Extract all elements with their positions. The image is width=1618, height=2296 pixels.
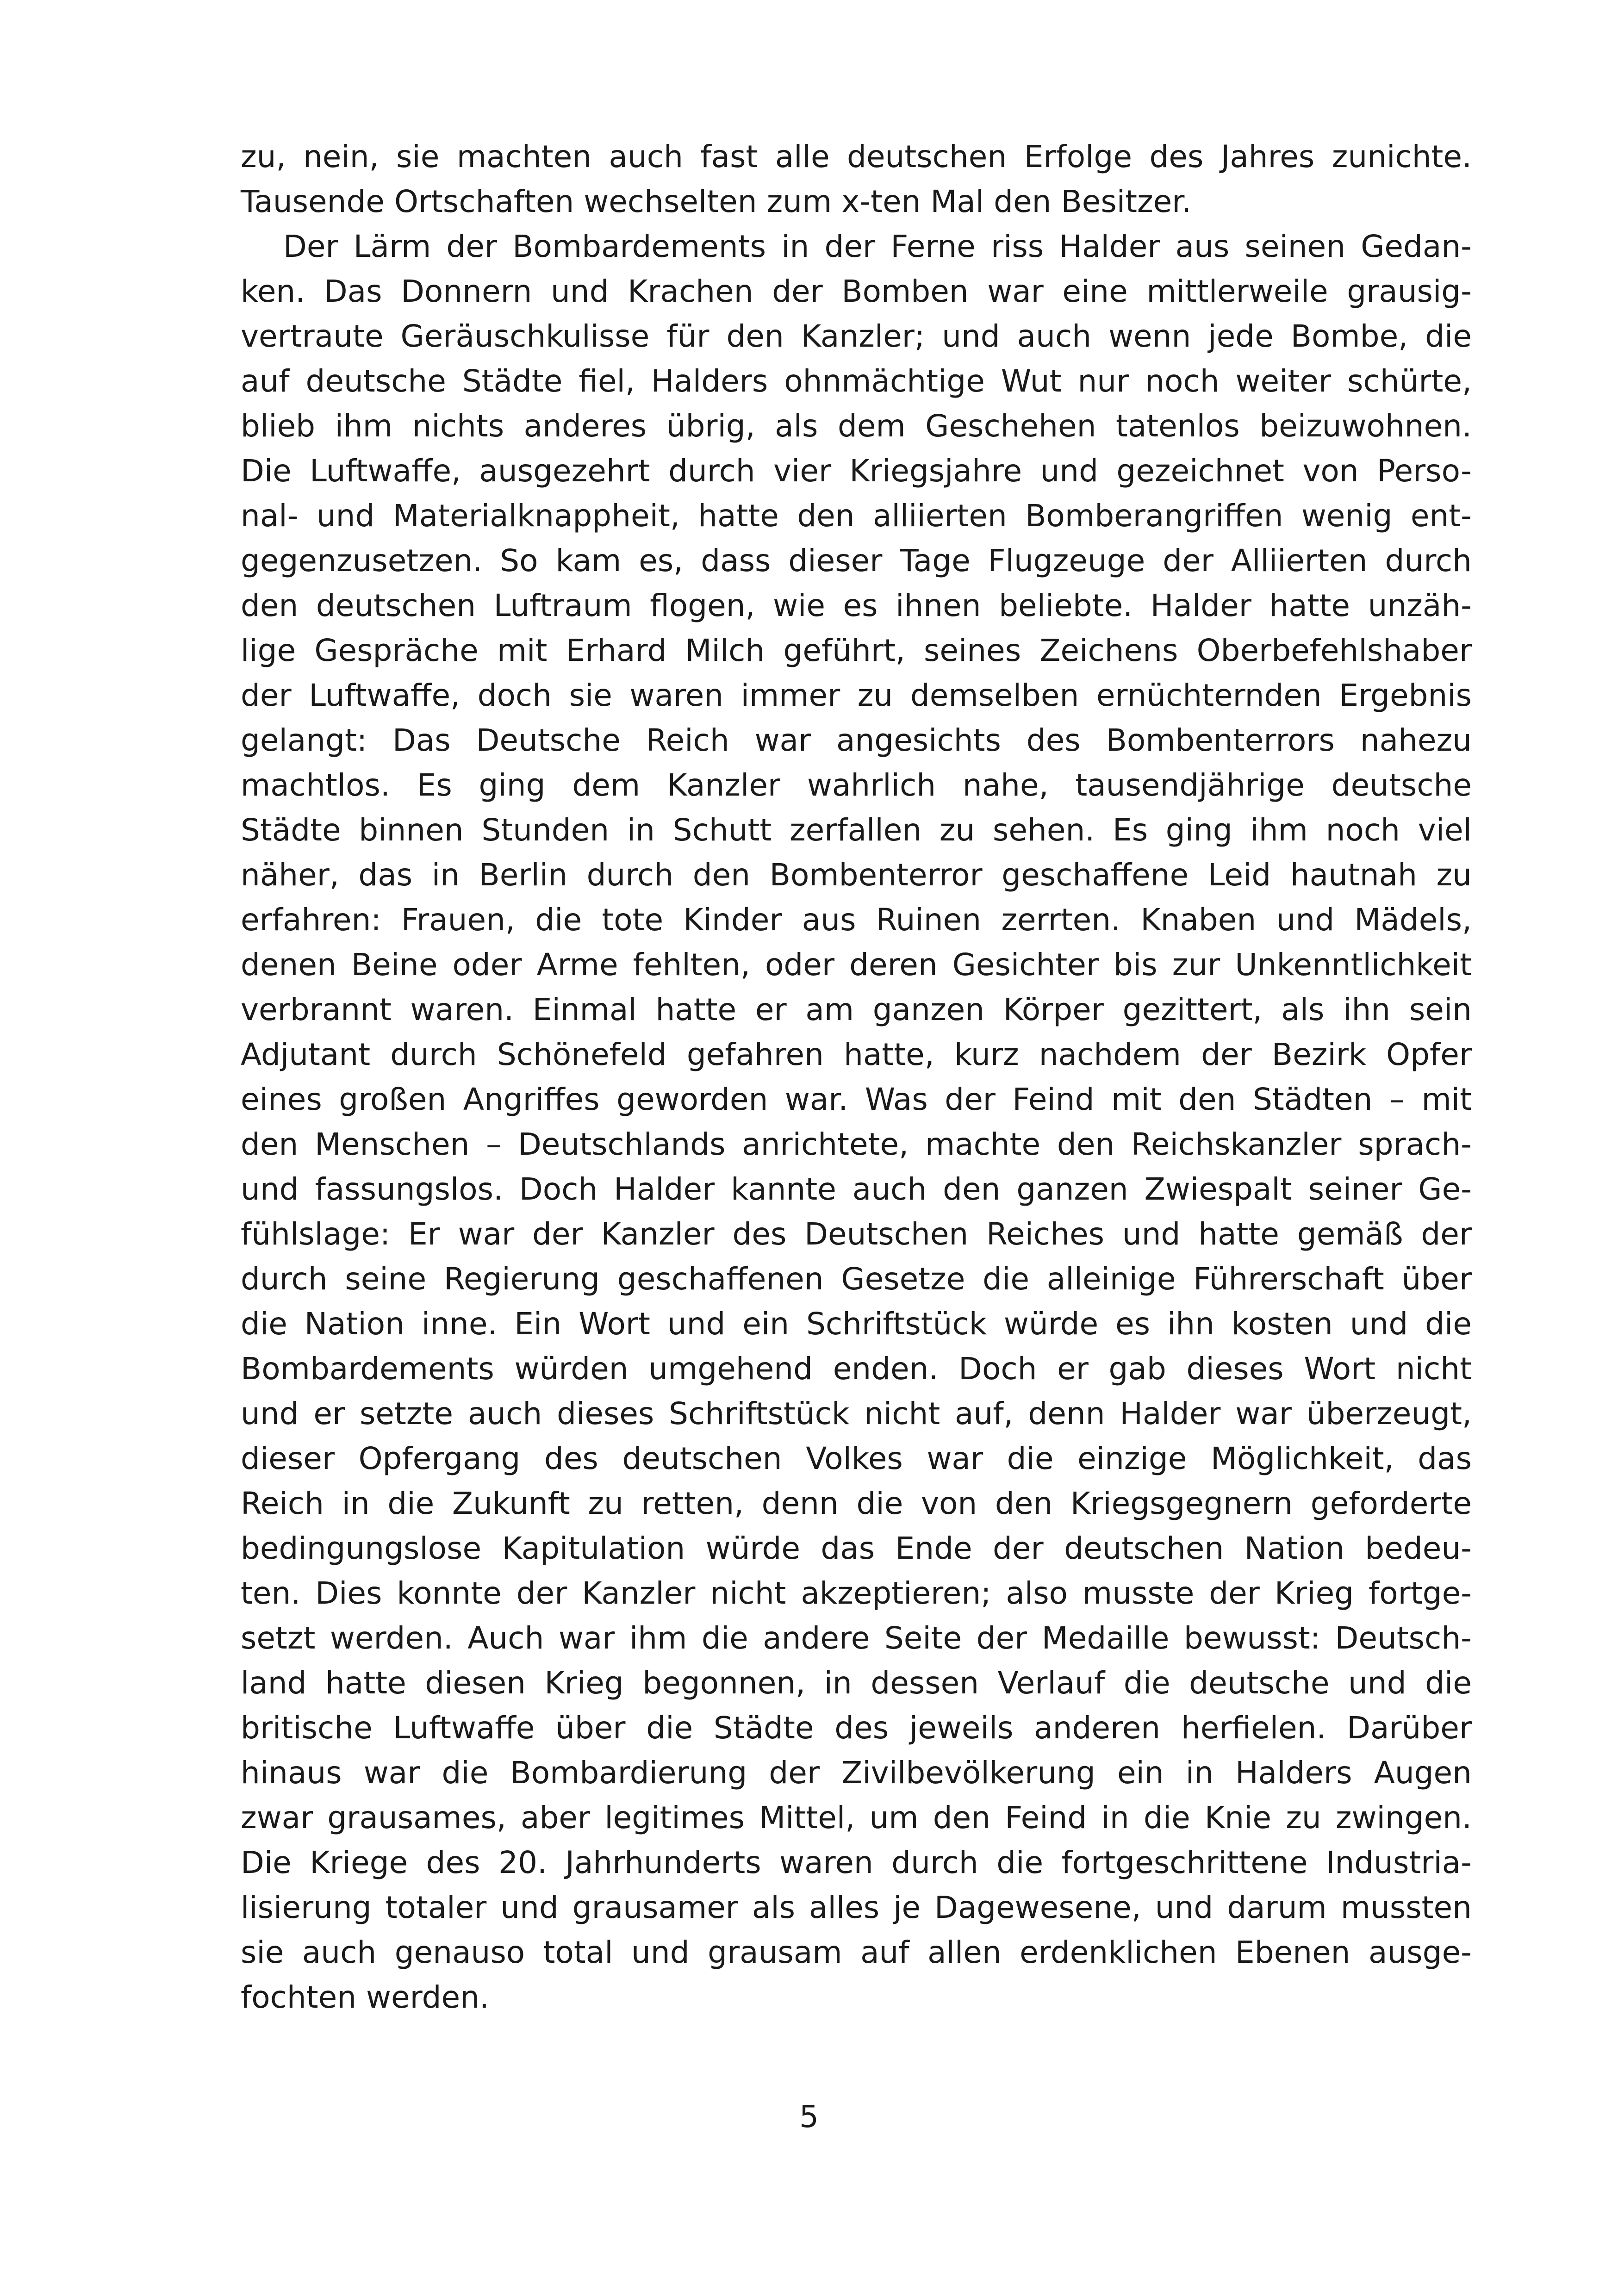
text-line: der Luftwaffe, doch sie waren immer zu demselben ernüchternden Ergebnis [241, 678, 1472, 713]
text-line: zwar grausames, aber legitimes Mittel, um den Feind in die Knie zu zwingen. [241, 1800, 1472, 1836]
text-line: blieb ihm nichts anderes übrig, als dem Geschehen tatenlos beizuwohnen. [241, 408, 1472, 444]
text-line: ken. Das Donnern und Krachen der Bomben war eine mittlerweile grausig- [241, 274, 1472, 309]
text-line: Tausende Ortschaften wechselten zum x-ten Mal den Besitzer. [241, 184, 1192, 219]
text-line: bedingungslose Kapitulation würde das Ende der deutschen Nation bedeu- [241, 1531, 1472, 1566]
text-line: näher, das in Berlin durch den Bombenterror geschaffene Leid hautnah zu [241, 857, 1472, 893]
text-line: die Nation inne. Ein Wort und ein Schriftstück würde es ihn kosten und die [241, 1306, 1472, 1342]
text-line: denen Beine oder Arme fehlten, oder deren Gesichter bis zur Unkenntlichkeit [241, 947, 1472, 983]
text-line: verbrannt waren. Einmal hatte er am ganzen Körper gezittert, als ihn sein [241, 992, 1472, 1027]
text-line: und er setzte auch dieses Schriftstück nicht auf, denn Halder war überzeugt, [241, 1396, 1472, 1431]
text-line: hinaus war die Bombardierung der Zivilbevölkerung ein in Halders Augen [241, 1755, 1472, 1791]
text-line: eines großen Angriffes geworden war. Was der Feind mit den Städten – mit [241, 1082, 1472, 1117]
text-line: Die Luftwaffe, ausgezehrt durch vier Kriegsjahre und gezeichnet von Perso- [241, 453, 1472, 489]
text-line: setzt werden. Auch war ihm die andere Seite der Medaille bewusst: Deutsch- [241, 1620, 1472, 1656]
text-line: vertraute Geräuschkulisse für den Kanzler; und auch wenn jede Bombe, die [241, 318, 1472, 354]
text-line: gegenzusetzen. So kam es, dass dieser Tage Flugzeuge der Alliierten durch [241, 543, 1472, 579]
text-line: den deutschen Luftraum flogen, wie es ihnen beliebte. Halder hatte unzäh- [241, 588, 1472, 623]
text-line: britische Luftwaffe über die Städte des jeweils anderen herfielen. Darüber [241, 1710, 1472, 1746]
text-line: Adjutant durch Schönefeld gefahren hatte, kurz nachdem der Bezirk Opfer [241, 1037, 1472, 1072]
page-number: 5 [799, 2099, 819, 2134]
text-line: lige Gespräche mit Erhard Milch geführt, seines Zeichens Oberbefehlshaber [241, 633, 1472, 668]
text-line: Reich in die Zukunft zu retten, denn die von den Kriegsgegnern geforderte [241, 1486, 1472, 1521]
text-line: auf deutsche Städte fiel, Halders ohnmächtige Wut nur noch weiter schürte, [241, 363, 1472, 399]
text-line: Die Kriege des 20. Jahrhunderts waren durch die fortgeschrittene Industria- [241, 1845, 1472, 1880]
text-line: Der Lärm der Bombardements in der Ferne riss Halder aus seinen Gedan- [283, 229, 1472, 264]
text-line: fühlslage: Er war der Kanzler des Deutschen Reiches und hatte gemäß der [241, 1216, 1472, 1252]
text-line: dieser Opfergang des deutschen Volkes war die einzige Möglichkeit, das [241, 1441, 1472, 1476]
text-line: gelangt: Das Deutsche Reich war angesichts des Bombenterrors nahezu [241, 722, 1472, 758]
text-line: Bombardements würden umgehend enden. Doch er gab dieses Wort nicht [241, 1351, 1472, 1387]
text-line: ten. Dies konnte der Kanzler nicht akzeptieren; also musste der Krieg fortge- [241, 1575, 1472, 1611]
text-line: machtlos. Es ging dem Kanzler wahrlich nahe, tausendjährige deutsche [241, 767, 1472, 803]
text-line: land hatte diesen Krieg begonnen, in dessen Verlauf die deutsche und die [241, 1665, 1472, 1701]
text-line: sie auch genauso total und grausam auf allen erdenklichen Ebenen ausge- [241, 1935, 1472, 1970]
text-line: fochten werden. [241, 1979, 489, 2015]
text-line: erfahren: Frauen, die tote Kinder aus Ruinen zerrten. Knaben und Mädels, [241, 902, 1472, 938]
text-line: nal- und Materialknappheit, hatte den alliierten Bomberangriffen wenig ent- [241, 498, 1472, 534]
paragraph [241, 134, 1472, 224]
text-line: zu, nein, sie machten auch fast alle deutschen Erfolge des Jahres zunichte. [241, 139, 1472, 174]
text-line: den Menschen – Deutschlands anrichtete, machte den Reichskanzler sprach- [241, 1126, 1472, 1162]
body-text [241, 134, 1472, 2020]
text-line: lisierung totaler und grausamer als alles je Dagewesene, und darum mussten [241, 1890, 1472, 1925]
text-line: durch seine Regierung geschaffenen Gesetze die alleinige Führerschaft über [241, 1261, 1472, 1297]
text-line: Städte binnen Stunden in Schutt zerfallen zu sehen. Es ging ihm noch viel [241, 812, 1472, 848]
text-line: und fassungslos. Doch Halder kannte auch den ganzen Zwiespalt seiner Ge- [241, 1171, 1472, 1207]
paragraph [241, 224, 1472, 2020]
